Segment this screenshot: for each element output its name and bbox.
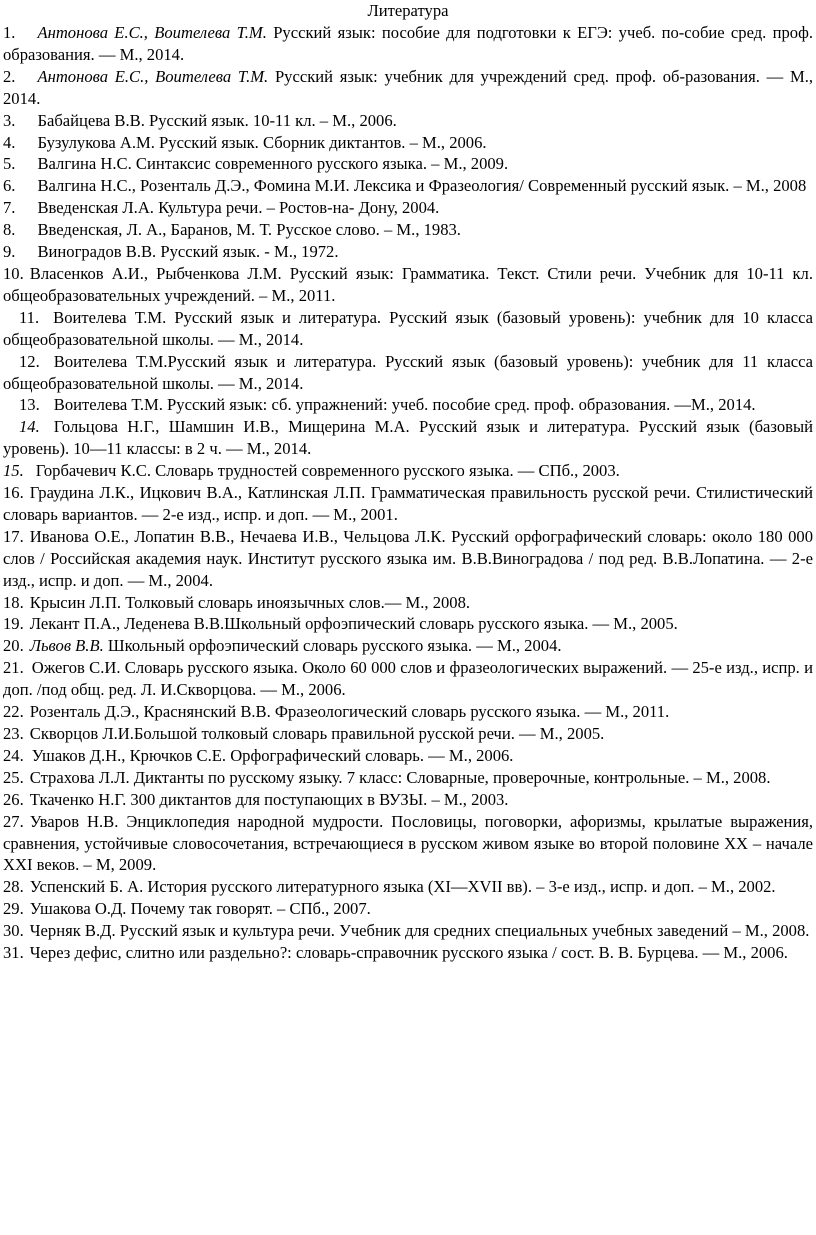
- reference-text: Русский язык: учебник для учреждений сред. проф. об-разования. — М., 2014.: [3, 66, 814, 108]
- reference-number: 21.: [3, 658, 24, 678]
- reference-number: 30.: [3, 921, 24, 941]
- reference-text: Введенская Л.А. Культура речи. – Ростов-на- Дону, 2004.: [37, 198, 440, 218]
- reference-author: Львов В.В.: [29, 636, 104, 656]
- page-title: Литература: [367, 1, 449, 20]
- reference-number: 26.: [3, 789, 24, 809]
- reference-item: [3, 66, 813, 110]
- reference-list: [3, 22, 813, 964]
- reference-text: Виноградов В.В. Русский язык. - М., 1972.: [37, 242, 339, 262]
- reference-item: [3, 701, 813, 723]
- reference-author: Антонова Е.С., Воителева Т.М.: [37, 23, 267, 42]
- reference-number: 7.: [3, 198, 16, 218]
- reference-text: Валгина Н.С., Розенталь Д.Э., Фомина М.И. Лексика и Фразеология/ Современный русский язык. – М., 2008: [37, 176, 807, 196]
- reference-item: [3, 416, 813, 460]
- reference-text: Бузулукова А.М. Русский язык. Сборник диктантов. – М., 2006.: [37, 132, 487, 152]
- reference-item: [3, 942, 813, 964]
- reference-text: Ушаков Д.Н., Крючков С.Е. Орфографический словарь. — М., 2006.: [31, 745, 514, 765]
- reference-item: [3, 263, 813, 307]
- reference-item: [3, 394, 813, 416]
- reference-number: 23.: [3, 724, 24, 743]
- reference-text: Валгина Н.С. Синтаксис современного русского языка. – М., 2009.: [37, 154, 509, 174]
- reference-author: Антонова Е.С., Воителева Т.М.: [37, 66, 269, 86]
- reference-item: [3, 635, 813, 657]
- reference-text: Граудина Л.К., Ицкович В.А., Катлинская Л.П. Грамматическая правильность русской речи. Стилистический словарь вариантов. — 2-е изд., испр. и доп. — М., 2001.: [3, 483, 813, 524]
- reference-item: [3, 723, 813, 745]
- reference-text: Успенский Б. А. История русского литературного языка (XI—XVII вв). – 3-е изд., испр. и доп. – М., 2002.: [29, 877, 776, 897]
- reference-text: Иванова О.Е., Лопатин В.В., Нечаева И.В., Чельцова Л.К. Русский орфографический словарь: около 180 000 слов / Российская академия наук. Институт русского языка им. В.В.Виноградова / под ред. В.В.Лопатина. — 2-е изд., испр. и доп. — М., 2004.: [3, 526, 813, 590]
- reference-number: 14.: [19, 417, 40, 437]
- reference-text: Лекант П.А., Леденева В.В.Школьный орфоэпический словарь русского языка. — М., 2005.: [29, 614, 678, 634]
- reference-number: 19.: [3, 614, 24, 634]
- reference-text: Уваров Н.В. Энциклопедия народной мудрости. Пословицы, поговорки, афоризмы, крылатые выражения, сравнения, устойчивые словосочетания, встречающиеся в русском живом языке во второй половине XX – начале XXI веков. – М, 2009.: [3, 811, 813, 875]
- reference-item: [3, 592, 813, 614]
- reference-item: [3, 351, 813, 395]
- reference-number: 11.: [19, 307, 40, 327]
- reference-number: 9.: [3, 242, 16, 262]
- reference-item: [3, 241, 813, 263]
- reference-item: [3, 307, 813, 351]
- reference-item: [3, 526, 813, 592]
- reference-item: [3, 22, 813, 66]
- reference-number: 2.: [3, 66, 16, 86]
- reference-item: [3, 460, 813, 482]
- reference-number: 3.: [3, 110, 16, 130]
- reference-text: Крысин Л.П. Толковый словарь иноязычных слов.— М., 2008.: [29, 592, 471, 612]
- reference-number: 22.: [3, 702, 24, 722]
- reference-text: Бабайцева В.В. Русский язык. 10-11 кл. – М., 2006.: [37, 110, 397, 130]
- reference-number: 4.: [3, 132, 16, 152]
- reference-item: [3, 898, 813, 920]
- reference-item: [3, 175, 813, 197]
- reference-text: Розенталь Д.Э., Краснянский В.В. Фразеологический словарь русского языка. — М., 2011.: [29, 702, 670, 722]
- reference-item: [3, 110, 813, 132]
- reference-number: 10.: [3, 263, 24, 283]
- reference-item: [3, 132, 813, 154]
- reference-number: 16.: [3, 483, 24, 503]
- reference-number: 15.: [3, 461, 24, 481]
- reference-item: [3, 482, 813, 526]
- reference-item: [3, 811, 813, 877]
- reference-item: [3, 219, 813, 241]
- reference-number: 12.: [19, 351, 40, 371]
- reference-number: 24.: [3, 745, 24, 765]
- reference-item: [3, 789, 813, 811]
- reference-text: Воителева Т.М.Русский язык и литература. Русский язык (базовый уровень): учебник для 11 класса общеобразовательной школы. — М., 2014.: [3, 351, 813, 393]
- reference-text: Страхова Л.Л. Диктанты по русскому языку. 7 класс: Словарные, проверочные, контрольные. – М., 2008.: [29, 767, 771, 787]
- reference-number: 1.: [3, 23, 16, 42]
- reference-number: 18.: [3, 592, 24, 612]
- reference-text: Русский язык: пособие для подготовки к ЕГЭ: учеб. по-собие сред. проф. образования. — М., 2014.: [3, 23, 813, 64]
- reference-number: 27.: [3, 811, 24, 831]
- reference-text: Ушакова О.Д. Почему так говорят. – СПб., 2007.: [29, 899, 371, 919]
- reference-item: [3, 767, 813, 789]
- reference-number: 29.: [3, 899, 24, 919]
- reference-number: 31.: [3, 943, 24, 963]
- reference-text: Гольцова Н.Г., Шамшин И.В., Мищерина М.А. Русский язык и литература. Русский язык (базовый уровень). 10—11 классы: в 2 ч. — М., 2014.: [3, 417, 813, 459]
- reference-item: [3, 876, 813, 898]
- reference-number: 5.: [3, 154, 16, 174]
- reference-text: Введенская, Л. А., Баранов, М. Т. Русское слово. – М., 1983.: [37, 220, 461, 240]
- reference-number: 8.: [3, 220, 16, 240]
- reference-item: [3, 197, 813, 219]
- reference-number: 20.: [3, 636, 24, 656]
- reference-number: 25.: [3, 767, 24, 787]
- reference-text: Черняк В.Д. Русский язык и культура речи. Учебник для средних специальных учебных заведений – М., 2008.: [29, 921, 810, 941]
- reference-text: Ткаченко Н.Г. 300 диктантов для поступающих в ВУЗЫ. – М., 2003.: [29, 789, 509, 809]
- reference-number: 6.: [3, 176, 16, 196]
- reference-item: [3, 153, 813, 175]
- reference-text: Воителева Т.М. Русский язык и литература. Русский язык (базовый уровень): учебник для 10 класса общеобразовательной школы. — М., 2014.: [3, 307, 813, 349]
- reference-item: [3, 745, 813, 767]
- reference-text: Воителева Т.М. Русский язык: сб. упражнений: учеб. пособие сред. проф. образования. —М., 2014.: [53, 395, 756, 415]
- reference-item: [3, 657, 813, 701]
- reference-number: 28.: [3, 877, 24, 897]
- reference-text: Горбачевич К.С. Словарь трудностей современного русского языка. — СПб., 2003.: [35, 461, 620, 481]
- reference-text: Власенков А.И., Рыбченкова Л.М. Русский язык: Грамматика. Текст. Стили речи. Учебник для 10-11 кл. общеобразовательных учреждений. – М., 2011.: [3, 263, 813, 305]
- reference-text: Ожегов С.И. Словарь русского языка. Около 60 000 слов и фразеологических выражений. — 25-е изд., испр. и доп. /под общ. ред. Л. И.Скворцова. — М., 2006.: [3, 658, 813, 700]
- reference-text: Скворцов Л.И.Большой толковый словарь правильной русской речи. — М., 2005.: [29, 724, 605, 743]
- reference-number: 13.: [19, 395, 40, 415]
- reference-number: 17.: [3, 526, 24, 546]
- reference-item: [3, 613, 813, 635]
- reference-text: Школьный орфоэпический словарь русского языка. — М., 2004.: [103, 636, 562, 656]
- reference-item: [3, 920, 813, 942]
- reference-text: Через дефис, слитно или раздельно?: словарь-справочник русского языка / сост. В. В. Бурцева. — М., 2006.: [29, 943, 788, 963]
